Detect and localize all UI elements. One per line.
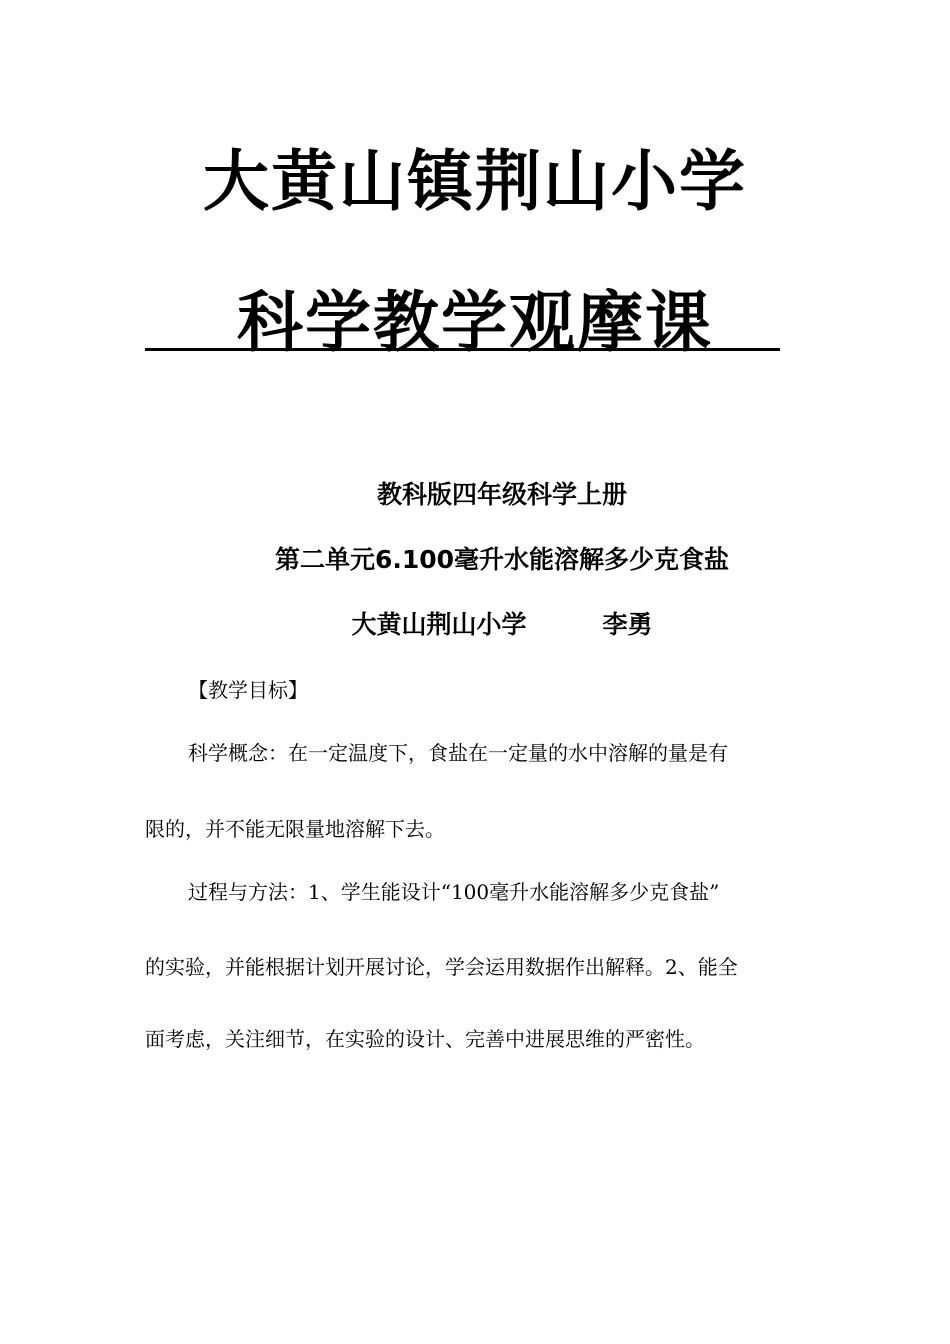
paragraph-line: 过程与方法：1、学生能设计“100毫升水能溶解多少克食盐” xyxy=(188,880,720,904)
course-title: 科学教学观摩课 xyxy=(237,284,713,361)
author-name: 李勇 xyxy=(602,610,653,639)
lesson-unit-title: 第二单元6.100毫升水能溶解多少克食盐 xyxy=(274,545,730,574)
paragraph-line: 科学概念：在一定温度下，食盐在一定量的水中溶解的量是有 xyxy=(188,741,728,765)
objectives-heading: 【教学目标】 xyxy=(188,678,308,702)
author-line xyxy=(27,608,950,642)
paragraph-line: 限的，并不能无限量地溶解下去。 xyxy=(145,817,445,841)
paragraph-line: 面考虑，关注细节，在实验的设计、完善中进展思维的严密性。 xyxy=(145,1027,705,1051)
author-school: 大黄山荆山小学 xyxy=(351,610,527,639)
paragraph-line: 的实验，并能根据计划开展讨论，学会运用数据作出解释。2、能全 xyxy=(145,955,738,979)
title-underline xyxy=(145,348,780,351)
school-title: 大黄山镇荆山小学 xyxy=(203,143,747,220)
textbook-edition: 教科版四年级科学上册 xyxy=(376,480,627,509)
